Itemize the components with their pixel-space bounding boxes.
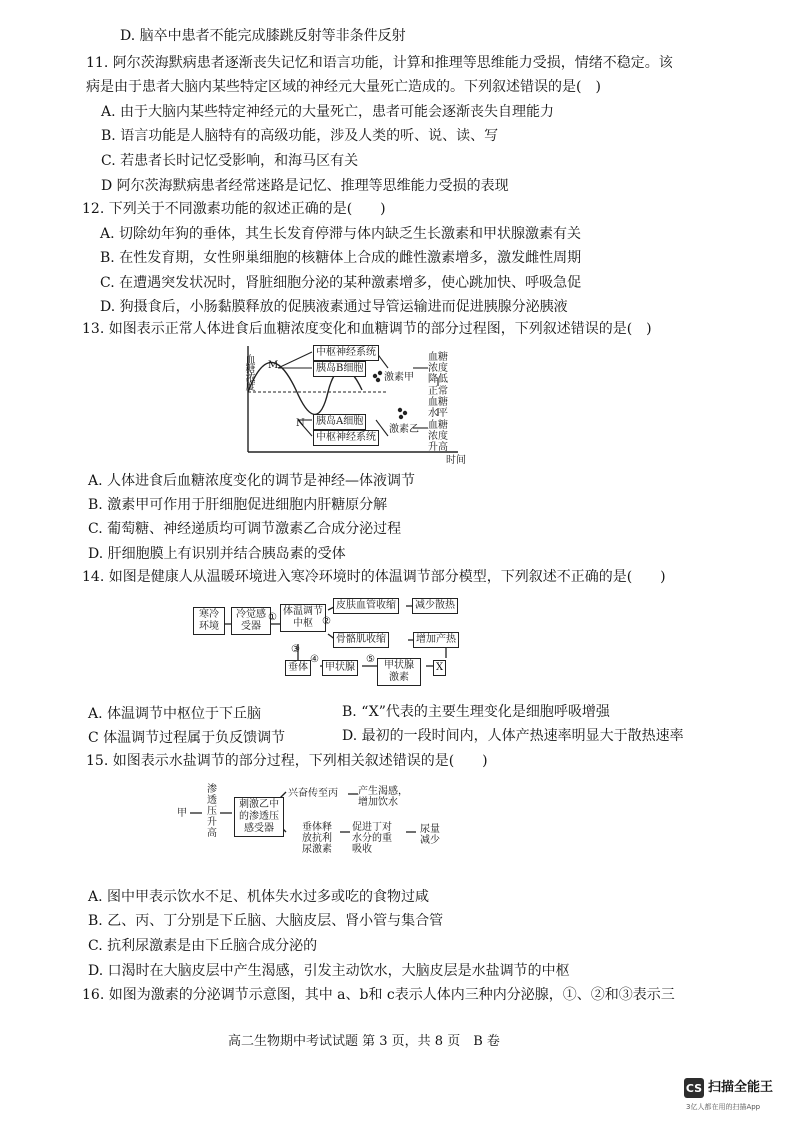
fig13-box-cns-top: 中枢神经系统 bbox=[313, 345, 379, 361]
fig15-thirst: 产生渴感，增加饮水 bbox=[358, 786, 408, 808]
fig15-release: 垂体释放抗利尿激素 bbox=[302, 822, 332, 855]
fig14-hormone: 甲状腺激素 bbox=[377, 658, 421, 686]
fig14-increase: 增加产热 bbox=[413, 632, 459, 648]
fig15-stimulus: 刺激乙中的渗透压感受器 bbox=[234, 797, 284, 837]
q15-stem: 15. 如图表示水盐调节的部分过程，下列相关叙述错误的是( ) bbox=[86, 753, 488, 769]
q14-option-d: D. 最初的一段时间内，人体产热速率明显大于散热速率 bbox=[342, 728, 684, 744]
fig15-jia: 甲 bbox=[177, 808, 187, 819]
q12-option-b: B. 在性发育期，女性卵巢细胞的核糖体上合成的雌性激素增多，激发雌性周期 bbox=[100, 250, 582, 266]
fig13-hormone-b: 激素乙 bbox=[389, 424, 419, 435]
fig14-env: 寒冷环境 bbox=[193, 607, 225, 635]
q14-option-b: B. “X”代表的主要生理变化是细胞呼吸增强 bbox=[342, 704, 610, 720]
fig14-receptor: 冷觉感受器 bbox=[231, 607, 271, 635]
q13-option-b: B. 激素甲可作用于肝细胞促进细胞内肝糖原分解 bbox=[88, 497, 388, 513]
fig13-box-beta-cell: 胰岛B细胞 bbox=[313, 361, 366, 377]
fig14-step-4: ④ bbox=[310, 654, 319, 665]
fig14-step-1: ① bbox=[268, 612, 277, 623]
q10-option-d: D. 脑卒中患者不能完成膝跳反射等非条件反射 bbox=[120, 28, 406, 44]
camscanner-logo-sub: 3亿人都在用的扫描App bbox=[686, 1103, 761, 1111]
q14-stem: 14. 如图是健康人从温暖环境进入寒冷环境时的体温调节部分模型，下列叙述不正确的是( ) bbox=[82, 569, 666, 585]
fig14-step-5: ⑤ bbox=[366, 654, 375, 665]
q13-option-a: A. 人体进食后血糖浓度变化的调节是神经—体液调节 bbox=[88, 473, 416, 489]
fig14-thyroid: 甲状腺 bbox=[322, 660, 358, 676]
q14-option-c: C 体温调节过程属于负反馈调节 bbox=[88, 730, 286, 746]
fig13-ylabel: 血糖浓度 bbox=[243, 354, 254, 390]
fig14-reduce: 减少散热 bbox=[412, 598, 458, 614]
q11-stem: 病是由于患者大脑内某些特定区域的神经元大量死亡造成的。下列叙述错误的是( ) bbox=[86, 79, 601, 95]
fig13-point-n: N bbox=[296, 418, 305, 429]
q13-option-c: C. 葡萄糖、神经递质均可调节激素乙合成分泌过程 bbox=[88, 521, 402, 537]
q13-stem: 13. 如图表示正常人体进食后血糖浓度变化和血糖调节的部分过程图，下列叙述错误的是( ) bbox=[82, 321, 652, 337]
fig15-excite: 兴奋传至丙 bbox=[288, 788, 338, 799]
fig13-xlabel: 时间 bbox=[446, 455, 466, 466]
q12-option-c: C. 在遭遇突发状况时，肾脏细胞分泌的某种激素增多，使心跳加快、呼吸急促 bbox=[100, 275, 582, 291]
q15-option-d: D. 口渴时在大脑皮层中产生渴感，引发主动饮水，大脑皮层是水盐调节的中枢 bbox=[88, 963, 570, 979]
q12-option-a: A. 切除幼年狗的垂体，其生长发育停滞与体内缺乏生长激素和甲状腺激素有关 bbox=[100, 226, 582, 242]
q12-option-d: D. 狗摄食后，小肠黏膜释放的促胰液素通过导管运输进而促进胰腺分泌胰液 bbox=[100, 299, 568, 315]
fig14-center: 体温调节中枢 bbox=[280, 604, 326, 632]
fig13-hormone-a: 激素甲 bbox=[384, 372, 414, 383]
fig13-result-low: 血糖浓度降低 bbox=[428, 352, 448, 385]
fig13-box-cns-bottom: 中枢神经系统 bbox=[313, 430, 379, 446]
fig14-skin: 皮肤血管收缩 bbox=[333, 598, 399, 614]
q15-option-a: A. 图中甲表示饮水不足、机体失水过多或吃的食物过咸 bbox=[88, 889, 430, 905]
camscanner-logo-name: 扫描全能王 bbox=[708, 1080, 774, 1095]
fig14-x: X bbox=[433, 660, 446, 676]
q11-option-a: A. 由于大脑内某些特定神经元的大量死亡，患者可能会逐渐丧失自理能力 bbox=[101, 104, 555, 120]
fig15-promote: 促进丁对水分的重吸收 bbox=[352, 822, 392, 855]
q12-stem: 12. 下列关于不同激素功能的叙述正确的是( ) bbox=[82, 201, 386, 217]
fig14-step-3: ③ bbox=[291, 644, 300, 655]
q13-option-d: D. 肝细胞膜上有识别并结合胰岛素的受体 bbox=[88, 546, 346, 562]
fig15-osmotic: 渗透压升高 bbox=[207, 784, 217, 839]
fig14-muscle: 骨骼肌收缩 bbox=[333, 632, 389, 648]
fig13-result-high: 血糖浓度升高 bbox=[428, 420, 448, 453]
q15-option-b: B. 乙、丙、丁分别是下丘脑、大脑皮层、肾小管与集合管 bbox=[88, 913, 444, 929]
fig13-box-alpha-cell: 胰岛A细胞 bbox=[313, 414, 366, 430]
fig15-urine: 尿量减少 bbox=[420, 824, 440, 846]
fig14-step-2: ② bbox=[322, 616, 331, 627]
fig13-result-normal: 正常血糖水平 bbox=[428, 386, 448, 419]
fig14-pituitary: 垂体 bbox=[285, 660, 311, 676]
q11-option-c: C. 若患者长时记忆受影响，和海马区有关 bbox=[101, 153, 359, 169]
q11-option-b: B. 语言功能是人脑特有的高级功能，涉及人类的听、说、读、写 bbox=[101, 128, 499, 144]
q11-option-d: D 阿尔茨海默病患者经常迷路是记忆、推理等思维能力受损的表现 bbox=[101, 178, 509, 194]
q11-stem: 11. 阿尔茨海默病患者逐渐丧失记忆和语言功能，计算和推理等思维能力受损，情绪不稳定。该 bbox=[86, 55, 673, 71]
q14-option-a: A. 体温调节中枢位于下丘脑 bbox=[88, 706, 262, 722]
q15-option-c: C. 抗利尿激素是由下丘脑合成分泌的 bbox=[88, 938, 318, 954]
camscanner-logo-badge: CS bbox=[684, 1078, 704, 1098]
page-footer: 高二生物期中考试试题 第 3 页，共 8 页 B 卷 bbox=[228, 1034, 500, 1049]
fig13-point-m: M bbox=[268, 360, 279, 371]
q16-stem: 16. 如图为激素的分泌调节示意图，其中 a、b和 c表示人体内三种内分泌腺，①、②和③表示三 bbox=[82, 987, 675, 1003]
